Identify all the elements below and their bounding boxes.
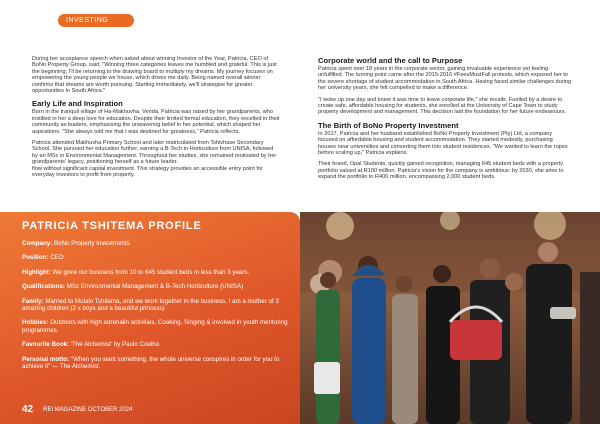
field-value: CEO	[50, 254, 64, 262]
section-heading: The Birth of BoNo Property Investment	[318, 120, 459, 130]
page-footer	[22, 404, 132, 415]
field-label: Highlight:	[22, 268, 51, 276]
body-paragraph: Born in the tranquil village of Ha-Makhuvha, Venda, Patricia was raised by her grandparents, who instilled in her a deep love for education. Despite their limited formal education, they excelled in their community as leaders, emphasising the unwavering belief in her potential, which shaped her aspirations. "She always told me that I was destined for greatness," Patricia reflects.	[32, 109, 280, 135]
field-label: Family:	[22, 297, 44, 305]
field-label: Qualifications:	[22, 283, 65, 291]
field-value: We grew our business from 10 to 645 student beds in less than 3 years.	[52, 268, 250, 276]
profile-position	[22, 254, 288, 261]
body-paragraph: flow without significant capital investment. This strategy provides an accessible entry point for everyday investors to profit from property.	[32, 165, 263, 179]
field-label: Position:	[22, 254, 49, 262]
profile-motto	[22, 356, 288, 371]
profile-qualifications	[22, 283, 288, 290]
profile-box	[0, 212, 300, 424]
profile-highlight	[22, 269, 288, 276]
photo-illustration	[300, 212, 600, 424]
field-value: Outdoors with high adrenalin activities, Cooking, Singing & involved in youth mentoring programmes.	[22, 319, 288, 334]
profile-family	[22, 298, 288, 313]
field-label: Personal motto:	[22, 355, 70, 363]
award-group-photo	[300, 212, 600, 424]
left-column	[32, 56, 280, 184]
profile-book	[22, 341, 288, 348]
profile-title: PATRICIA TSHITEMA PROFILE	[22, 220, 202, 232]
magazine-name: REI MAGAZINE OCTOBER 2024	[43, 406, 133, 413]
field-label: Company:	[22, 240, 53, 247]
field-value: Married to Mulalo Tshitema, and we work together in the business. I am a mother of 3 amazing children (2 x boys and a beautiful princess)	[22, 297, 279, 313]
field-value: BoNo Property Investments	[54, 240, 130, 247]
body-paragraph: Patricia spent over 18 years in the corporate sector, gaining invaluable experience yet feeling unfulfilled. The turning point came after the 2015-2016 #FeesMustFall protests, which exposed her to the severe shortage of student accommodation in South Africa. Having faced similar challenges during her university years, she felt compelled to make a difference.	[318, 66, 572, 92]
profile-company	[22, 240, 288, 247]
section-heading: Early Life and Inspiration	[32, 99, 123, 109]
page-number: 42	[22, 404, 34, 415]
section-tab: INVESTING	[58, 14, 134, 27]
field-value: 'The Alchemist' by Paulo Coelho	[70, 341, 160, 349]
field-value: "When you want something, the whole universe conspires in order for you to achieve it" — The Alchemist.	[22, 355, 280, 371]
body-paragraph: "I woke up one day and knew it was time to leave corporate life," she recalls. Fuelled by a desire to create safe, affordable housing for students, she enrolled at the University of Cape Town to study property development and management. This decision laid the foundation for her future endeavours.	[318, 96, 567, 116]
profile-hobbies	[22, 319, 288, 334]
field-label: Favourite Book:	[22, 341, 70, 349]
section-heading: Corporate world and the call to Purpose	[318, 56, 463, 65]
body-paragraph: In 2017, Patricia and her husband established BoNo Property Investment (Pty) Ltd, a company focused on affordable housing and student accommodation. They started modestly, purchasing houses near universities and converting them into student residences. "We wanted to learn the ropes before scaling up," Patricia explains.	[318, 130, 568, 157]
body-paragraph: Their brand, Opal Students, quickly gained recognition, managing 645 student beds with a property portfolio valued at R100 million. Patricia's vision for the company is ambitious: by 2030, she aims to expand the portfolio to R400 million, encompassing 2,000 student beds.	[318, 161, 564, 181]
field-label: Hobbies:	[22, 319, 49, 327]
right-column	[318, 56, 572, 186]
intro-paragraph: During her acceptance speech when asked about winning Investor of the Year, Patricia, CEO of BoNo Property Group, said, "Winning three categories leaves me humbled and grateful. This is just the beginning; I'll be returning to the drawing board to multiply my dreams. My journey focuses on empowering the young people we house, which drives me daily. Being named overall winner confirms that dreams are worth pursuing. Starting immediately, we'll strategise for greater opportunities in South Africa."	[32, 56, 277, 95]
body-paragraph: Patricia attended Makhuvha Primary School and later matriculated from Tshivhase Secondary School. She pursued her education further, earning a B-Tech in Horticulture from UNISA, followed by an MSc in Environmental Management. Throughout her studies, she remained motivated by her grandparents' legacy, positioning herself as a future leader.	[32, 140, 277, 166]
field-value: MSc Environmental Management & B-Tech Horticulture (UNISA)	[66, 283, 244, 291]
